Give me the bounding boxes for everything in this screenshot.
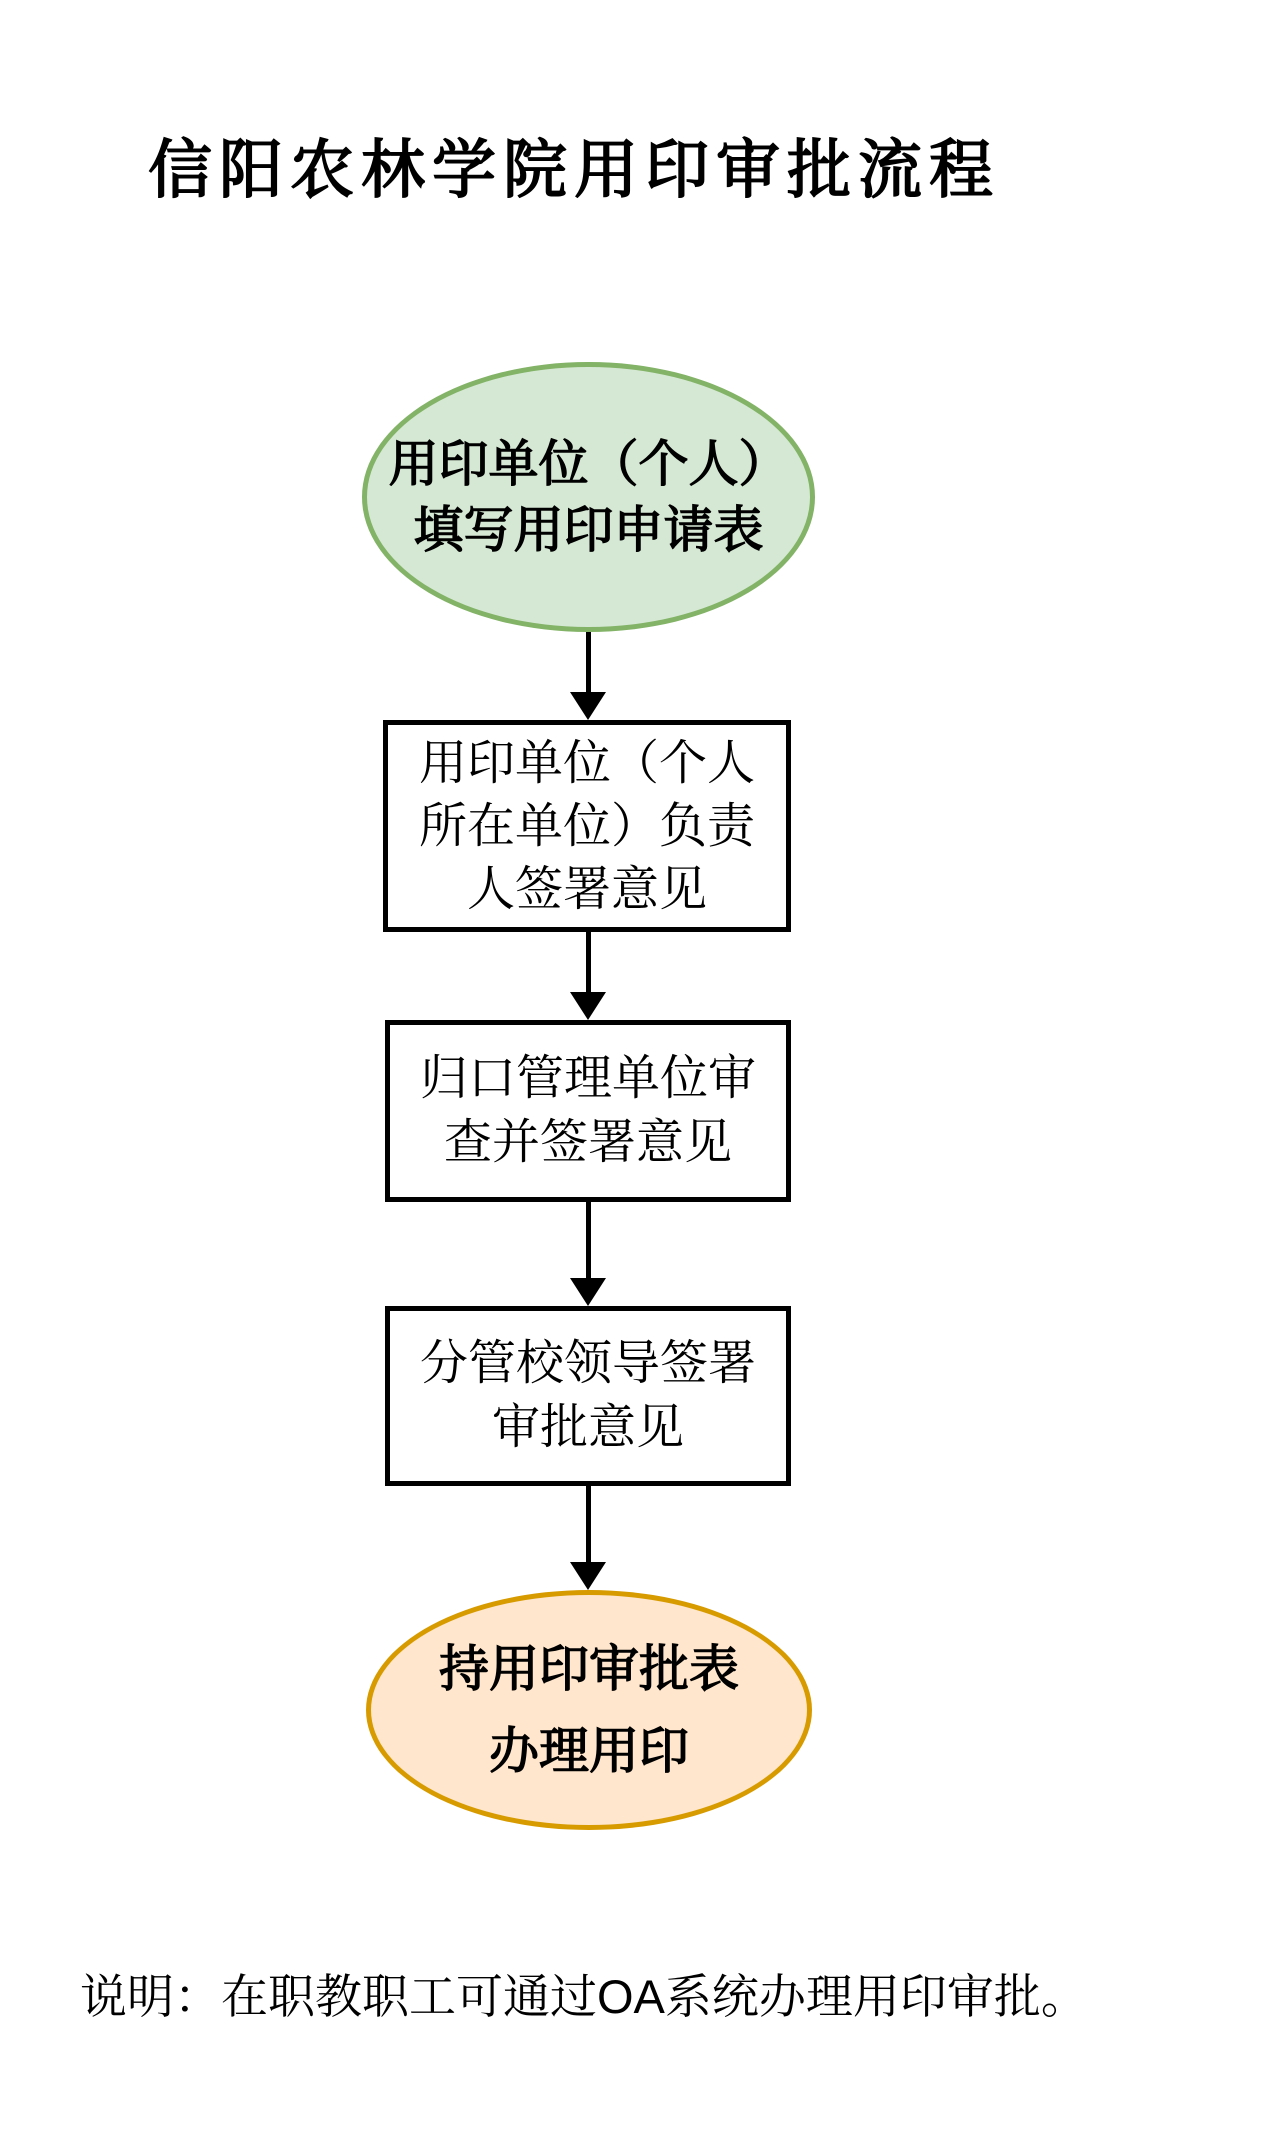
flow-node-end-line: 办理用印 [489,1723,689,1779]
arrow-down-1 [570,632,606,720]
footnote: 说明：在职教职工可通过OA系统办理用印审批。 [80,1970,1088,2023]
arrow-shaft [586,632,591,692]
arrow-shaft [586,1486,591,1562]
arrowhead-down-icon [570,1562,606,1590]
arrow-down-2 [570,932,606,1020]
arrowhead-down-icon [570,992,606,1020]
arrowhead-down-icon [570,1278,606,1306]
flow-step-line: 人签署意见 [466,862,707,916]
arrow-shaft [586,1202,591,1278]
flow-node-end-line: 持用印审批表 [439,1641,739,1697]
flow-step-centralized-management-unit [385,1020,791,1202]
arrow-down-4 [570,1486,606,1590]
flow-node-start-line: 用印单位（个人） [388,436,789,492]
flow-node-end [366,1590,812,1830]
flow-step-line: 分管校领导签署 [419,1337,756,1390]
flow-node-start [362,362,815,632]
flow-step-school-leader [385,1306,791,1486]
page-title: 信阳农林学院用印审批流程 [148,134,1000,206]
flow-step-line: 所在单位）负责 [418,799,755,853]
flow-step-responsible-person [383,720,791,932]
arrowhead-down-icon [570,692,606,720]
flow-step-line: 用印单位（个人 [418,736,755,790]
flow-node-start-line: 填写用印申请表 [413,502,764,558]
flow-step-line: 归口管理单位审 [419,1052,756,1105]
flow-step-line: 审批意见 [491,1401,684,1454]
arrow-down-3 [570,1202,606,1306]
arrow-shaft [586,932,591,992]
flow-step-line: 查并签署意见 [443,1116,732,1169]
